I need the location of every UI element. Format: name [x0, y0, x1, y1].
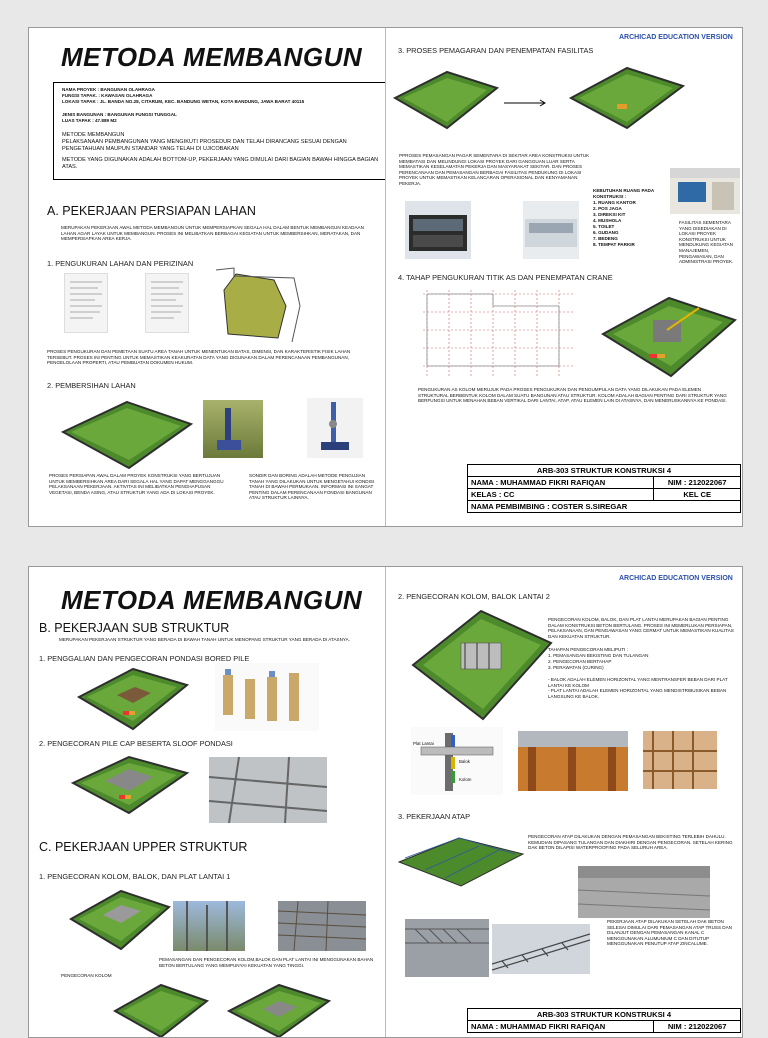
beam-formwork-photo [518, 731, 628, 791]
roof-truss-model [395, 832, 525, 890]
site-plan-drawing [214, 266, 304, 344]
project-line: FUNGSI TAPAK. : KAWASAN OLAHRAGA [62, 93, 153, 98]
kolom-model-1 [111, 981, 211, 1037]
tb-nama: NAMA : MUHAMMAD FIKRI RAFIQAN [468, 477, 654, 489]
sub2-text: PROSES PERSIAPAN AWAL DALAM PROYEK KONSTRUKSI YANG BERTUJUAN UNTUK MEMBERSIHKAN AREA DARI SEGALA HAL YANG DAPAT MENGGANGGU PELAKSANAAN PEKERJAAN. AKTIVITAS INI MELIBATKAN PENGHAPUSAN VEGETASI, BENDA ASING, ATAU STRUKTUR YANG ADA DI LOKASI PROYEK. [49, 473, 224, 495]
sondir-equipment-photo [307, 398, 363, 458]
tb-nama: NAMA : MUHAMMAD FIKRI RAFIQAN [468, 1021, 654, 1033]
fence-model-before [391, 68, 501, 132]
kolom-label: PENGECORAN KOLOM [61, 973, 112, 978]
sub4-heading: 4. TAHAP PENGUKURAN TITIK AS DAN PENEMPATAN CRANE [398, 273, 613, 282]
c2-heading: 2. PENGECORAN KOLOM, BALOK LANTAI 2 [398, 592, 550, 601]
roof-slab-photo [578, 866, 710, 918]
sub1-text: PROSES PENGUKURAN DAN PEMETAAN SUATU AREA TANAH UNTUK MENENTUKAN BATAS, DIMENSI, DAN KARAKTERISTIK FISIK LAHAN TERSEBUT. PROSES INI PENTING UNTUK MEMASTIKAN KEAKURATAN DATA YANG DIGUNAKAN DALAM PERENCANAAN PEMBANGUNAN, PENGELOLAAN PROPERTI, ATAU PEMBUATAN DOKUMEN HUKUM. [47, 349, 351, 366]
needs-heading: KEBUTUHAN RUANG PADA KONSTRUKSI : [593, 188, 654, 199]
kolom-model-2 [225, 981, 333, 1037]
needs-item: 3. DIREKSI KIT [593, 212, 626, 217]
drilling-rig-photo [203, 400, 263, 458]
section-b-text: MERUPAKAN PEKERJAAN STRUKTUR YANG BERADA DI BAWAH TANAH UNTUK MENOPANG STRUKTUR YANG BERADA DI ATASNYA. [59, 637, 350, 642]
c3-text: PENGECORAN ATAP DILAKUKAN DENGAN PEMASANGAN BEKISTING TERLEBIH DAHULU. KEMUDIAN DIPASANG TULANGAN DAN DIAKHIRI DENGAN PENGECORAN. SETELAH KERING DAK BETON DILAPISI WATERPROOFING PADA SELURUH AREA. [528, 834, 733, 851]
diagram-label: Balok [459, 759, 470, 764]
needs-item: 4. MUSHOLA [593, 218, 622, 223]
project-info-box [53, 82, 385, 180]
sondir-text: SONDIR DAN BORING ADALAH METODE PENGUJIAN TANAH YANG DILAKUKAN UNTUK MENGETAHUI KONDISI TANAH DI BAWAH PERMUKAAN. INFORMASI INI SANGAT PENTING DALAM PERENCANAAN FONDASI BANGUNAN ATAU STRUKTUR LAINNYA. [249, 473, 375, 501]
steel-truss-photo [492, 924, 590, 974]
title-block [467, 1008, 741, 1033]
archicad-watermark: ARCHICAD EDUCATION VERSION [619, 575, 733, 582]
method-paragraph: PELAKSANAAN PEMBANGUNAN YANG MENGIKUTI PROSEDUR DAN TELAH DIRANCANG SESUAI DENGAN PENGETAHUAN MAUPUN STANDAR YANG TELAH DI UJICOBAKAN [62, 139, 347, 152]
crane-site-model [599, 292, 739, 380]
method-head: METODE MEMBANGUN [62, 132, 125, 138]
column-formwork-photo [643, 731, 717, 789]
needs-item: 5. TOILET [593, 224, 615, 229]
container-row-photo [523, 201, 579, 259]
section-c-heading: C. PEKERJAAN UPPER STRUKTUR [39, 840, 248, 854]
column-grid-plan [413, 286, 583, 384]
project-line: NAMA PROYEK : BANGUNAN OLAHRAGA [62, 87, 155, 92]
tb-kel: KEL CE [654, 489, 741, 501]
sub1-heading: 1. PENGUKURAN LAHAN DAN PERIZINAN [47, 259, 194, 268]
bored-pile-model [75, 665, 191, 733]
sheet-page-2 [28, 566, 743, 1038]
c3-heading: 3. PEKERJAAN ATAP [398, 812, 471, 821]
site-3d-model [57, 394, 197, 474]
needs-item: 6. GUDANG [593, 230, 619, 235]
tb-pembimbing: NAMA PEMBIMBING : COSTER S.SIREGAR [468, 501, 741, 513]
sub3-heading: 3. PROSES PEMAGARAN DAN PENEMPATAN FASILITAS [398, 46, 594, 55]
bored-pile-diagram [215, 663, 319, 731]
section-a-heading: A. PEKERJAAN PERSIAPAN LAHAN [47, 204, 256, 218]
sub2-heading: 2. PEMBERSIHAN LAHAN [47, 381, 136, 390]
title-block [467, 464, 741, 513]
sub3-text: PPROSES PEMASANGAN PAGAR SEMENTARA DI SEKITAR AREA KONSTRUKSI UNTUK MEMBATASI DAN MELINDUNGI LOKASI PROYEK DARI GANGGUAN LUAR SERTA MEMASTIKAN KESELAMATAN PEKERJA DAN MASYARAKAT SEKITAR. DAN PROSES PERENCANAAN DAN PEMASANGAN BERBAGAI FASILITAS PENDUKUNG DI LOKASI PROYEK UNTUK MEMASTIKAN KELANCARAN OPERASIONAL DAN KENYAMANAN PEKERJA. [399, 153, 590, 186]
page-title: METODA MEMBANGUN [61, 585, 363, 615]
container-office-photo [405, 201, 471, 259]
permit-document-image [64, 273, 108, 333]
needs-item: 1. RUANG KANTOR [593, 200, 636, 205]
project-line: LOKASI TAPAK : JL. BANDA NO.28, CITARUM, KEC. BANDUNG WETAN, KOTA BANDUNG, JAWA BARAT 40115 [62, 99, 305, 104]
permit-document-image [145, 273, 189, 333]
arrow-icon [504, 94, 548, 102]
site-office-photo [670, 168, 740, 214]
fence-model-after [567, 64, 687, 132]
pile-cap-model [69, 753, 191, 817]
archicad-watermark: ARCHICAD EDUCATION VERSION [619, 34, 733, 41]
project-line: JENIS BANGUNAN : BANGUNAN FUNGSI TUNGGAL [62, 112, 177, 117]
method-paragraph: METODE YANG DIGUNAKAN ADALAH BOTTOM-UP, PEKERJAAN YANG DIMULAI DARI BAGIAN BAWAH HINGGA BAGIAN ATAS. [62, 157, 379, 170]
tahapan-item: 3. PERAWATAN (CURING) [548, 665, 604, 670]
needs-item: 2. POS JAGA [593, 206, 622, 211]
sloof-photo [209, 757, 327, 823]
c2-site-model [409, 603, 555, 723]
section-b-heading: B. PEKERJAAN SUB STRUKTUR [39, 621, 230, 635]
column-rebar-photo [173, 901, 245, 951]
page-divider [385, 28, 386, 526]
page-title: METODA MEMBANGUN [61, 42, 363, 72]
tb-kelas: KELAS : CC [468, 489, 654, 501]
sheet-page-1 [28, 27, 743, 527]
tb-nim: NIM : 212022067 [654, 477, 741, 489]
rangka-text: PEKERJAAN ATAP DILAKUKAN SETELAH DAK BETON SELESAI DIMULAI DARI PEMASANGAN ATAP TRUSS DAN DILANJUT DENGAN PEMASANGAN KANAL C MENGGUNAKAN ALUMUNIUM C DAN DITUTUP MENGGUNAKAN PENUTUP ATAP ZINCALUME. [607, 919, 732, 947]
section-a-text: MERUPAKAN PEKERJAAN AWAL METODA MEMBANGUN UNTUK MEMPERSIAPKAN SEGALA HAL DALAM BENTUK MEMBANGUN KEADAAN LAHAN AGAR LAYAK UNTUK MEMBANGUN. PROSES INI MELIBATKAN BERBAGAI KEGIATAN UNTUK MEMBERSIHKAN, MERATAKAN, DAN MEMPERSIAPKAN AREA KERJA. [61, 225, 364, 242]
tahapan-heading: TAHAPAN PENGECORAN MELIPUTI : [548, 647, 628, 652]
b2-heading: 2. PENGECORAN PILE CAP BESERTA SLOOF PONDASI [39, 739, 233, 748]
project-line: LUAS TAPAK : 47.889 M2 [62, 118, 117, 123]
c1-heading: 1. PENGECORAN KOLOM, BALOK, DAN PLAT LANTAI 1 [39, 872, 231, 881]
structure-diagram [411, 727, 503, 795]
balok-text: - BALOK ADALAH ELEMEN HORIZONTAL YANG MENTRANSFER BEBAN DARI PLAT LANTAI KE KOLOM - PLAT LANTAI ADALAH ELEMEN HORIZONTAL YANG MENDISTRIBUSIKAN BEBAN LANGSUNG KE BALOK. [548, 677, 728, 699]
needs-item: 7. BEDENG [593, 236, 618, 241]
tahapan-item: 1. PEMASANGAN BEKISTING DAN TULANGAN [548, 653, 649, 658]
b1-heading: 1. PENGGALIAN DAN PENGECORAN PONDASI BORED PILE [39, 654, 250, 663]
c1-site-model [67, 887, 173, 953]
tahapan-item: 2. PENGECORAN BERTAHAP [548, 659, 612, 664]
slab-rebar-photo [278, 901, 366, 951]
c2-text: PENGECORAN KOLOM, BALOK, DAN PLAT LANTAI MERUPAKAN BAGIAN PENTING DALAM KONSTRUKSI BETON BERTULANG. PROSES INI MEMERLUKAN PERSIAPAN, PELAKSANAAN, DAN PENGAWASAN YANG CERMAT UNTUK MEMASTIKAN KUALITAS DAN KEKUATAN STRUKTUR. [548, 617, 734, 639]
tb-course: ARB-303 STRUKTUR KONSTRUKSI 4 [468, 1009, 741, 1021]
truss-interior-photo [405, 919, 489, 977]
tb-course: ARB-303 STRUKTUR KONSTRUKSI 4 [468, 465, 741, 477]
diagram-label: Plat Lantai [413, 741, 434, 746]
needs-item: 8. TEMPAT PARKIR [593, 242, 635, 247]
tb-nim: NIM : 212022067 [654, 1021, 741, 1033]
sub4-text: PENGUKURAN AS KOLOM MERUJUK PADA PROSES PENGUKURAN DAN PENGUMPULAN DATA YANG DILAKUKAN PADA ELEMEN STRUKTURAL BERBENTUK KOLOM DALAM SUATU BANGUNAN ATAU STRUKTUR. KOLOM ADALAH BAGIAN PENTING DARI STRUKTUR YANG BERFUNGSI UNTUK MENAHAN BEBAN VERTIKAL DARI LANTAI, ATAP, ATAU ELEMEN LAIN DI ATASNYA, DAN MENERUSKANNYA KE PONDASI. [418, 387, 727, 404]
c1-text: PEMASANGAN DAN PENGECORAN KOLOM,BALOK DAN PLAT LANTAI INI MENGGUNAKAN BAHAN BETON BERTULANG YANG MEMPUNYAI KEKUATAN YANG TINGGI. [159, 957, 374, 968]
fasilitas-text: FASILITAS SEMENTARA YANG DISEDIAKAN DI LOKASI PROYEK KONSTRUKSI UNTUK MENDUKUNG KEGIATAN MANAJEMEN, PENGAWASAN, DAN ADMINISTRASI PROYEK. [679, 220, 734, 265]
diagram-label: Kolom [459, 777, 472, 782]
page-divider [385, 567, 386, 1037]
